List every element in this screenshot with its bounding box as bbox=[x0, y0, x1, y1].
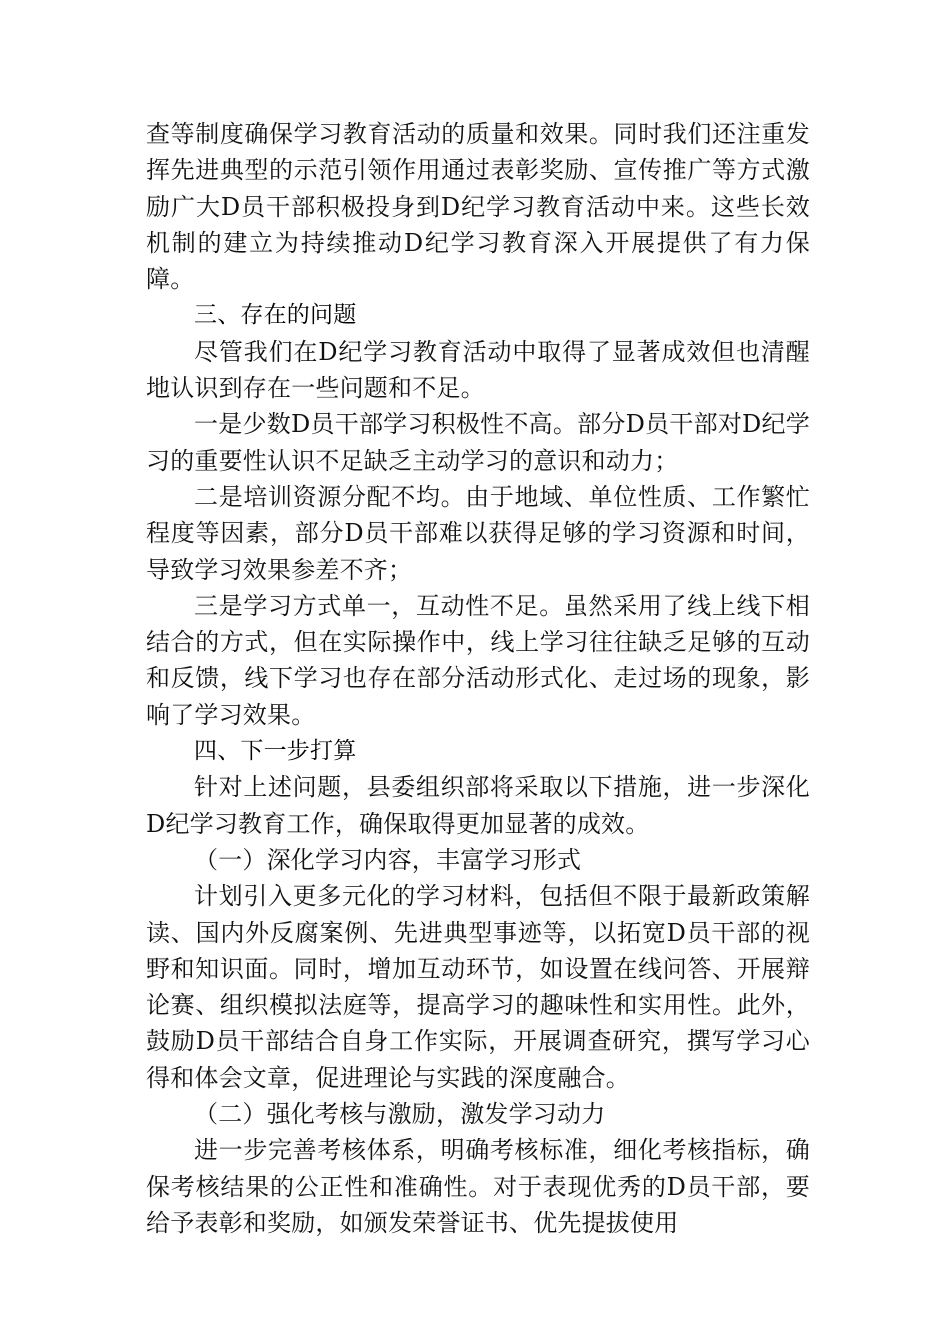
section-heading-problems: 三、存在的问题 bbox=[194, 302, 357, 329]
continuation-paragraph: 查等制度确保学习教育活动的质量和效果。同时我们还注重发挥先进典型的示范引领作用通过表彰奖励、宣传推广等方式激励广大D员干部积极投身到D纪学习教育活动中来。这些长效机制的建立为持续推动D纪学习教育深入开展提供了有力保障。 bbox=[146, 120, 810, 294]
problem-paragraph-1: 一是少数D员干部学习积极性不高。部分D员干部对D纪学习的重要性认识不足缺乏主动学习的意识和动力； bbox=[146, 410, 810, 475]
problem-paragraph-3: 三是学习方式单一，互动性不足。虽然采用了线上线下相结合的方式，但在实际操作中，线上学习往往缺乏足够的互动和反馈，线下学习也存在部分活动形式化、走过场的现象，影响了学习效果。 bbox=[146, 591, 810, 729]
subsection-body-2: 进一步完善考核体系，明确考核标准，细化考核指标，确保考核结果的公正性和准确性。对于表现优秀的D员干部，要给予表彰和奖励，如颁发荣誉证书、优先提拔使用 bbox=[146, 1136, 810, 1237]
problem-paragraph-2: 二是培训资源分配不均。由于地域、单位性质、工作繁忙程度等因素，部分D员干部难以获得足够的学习资源和时间，导致学习效果参差不齐； bbox=[146, 482, 810, 584]
section-intro-problems: 尽管我们在D纪学习教育活动中取得了显著成效但也清醒地认识到存在一些问题和不足。 bbox=[146, 337, 810, 403]
section-heading-next-steps: 四、下一步打算 bbox=[194, 738, 357, 765]
section-intro-next-steps: 针对上述问题，县委组织部将采取以下措施，进一步深化D纪学习教育工作，确保取得更加显著的成效。 bbox=[146, 773, 810, 838]
document-body bbox=[146, 116, 810, 1241]
subsection-heading-2: （二）强化考核与激励，激发学习动力 bbox=[194, 1100, 606, 1129]
subsection-body-1: 计划引入更多元化的学习材料，包括但不限于最新政策解读、国内外反腐案例、先进典型事迹等，以拓宽D员干部的视野和知识面。同时，增加互动环节，如设置在线问答、开展辩论赛、组织模拟法庭等，提高学习的趣味性和实用性。此外，鼓励D员干部结合自身工作实际，开展调查研究，撰写学习心得和体会文章，促进理论与实践的深度融合。 bbox=[146, 882, 810, 1092]
subsection-heading-1: （一）深化学习内容，丰富学习形式 bbox=[194, 845, 582, 874]
